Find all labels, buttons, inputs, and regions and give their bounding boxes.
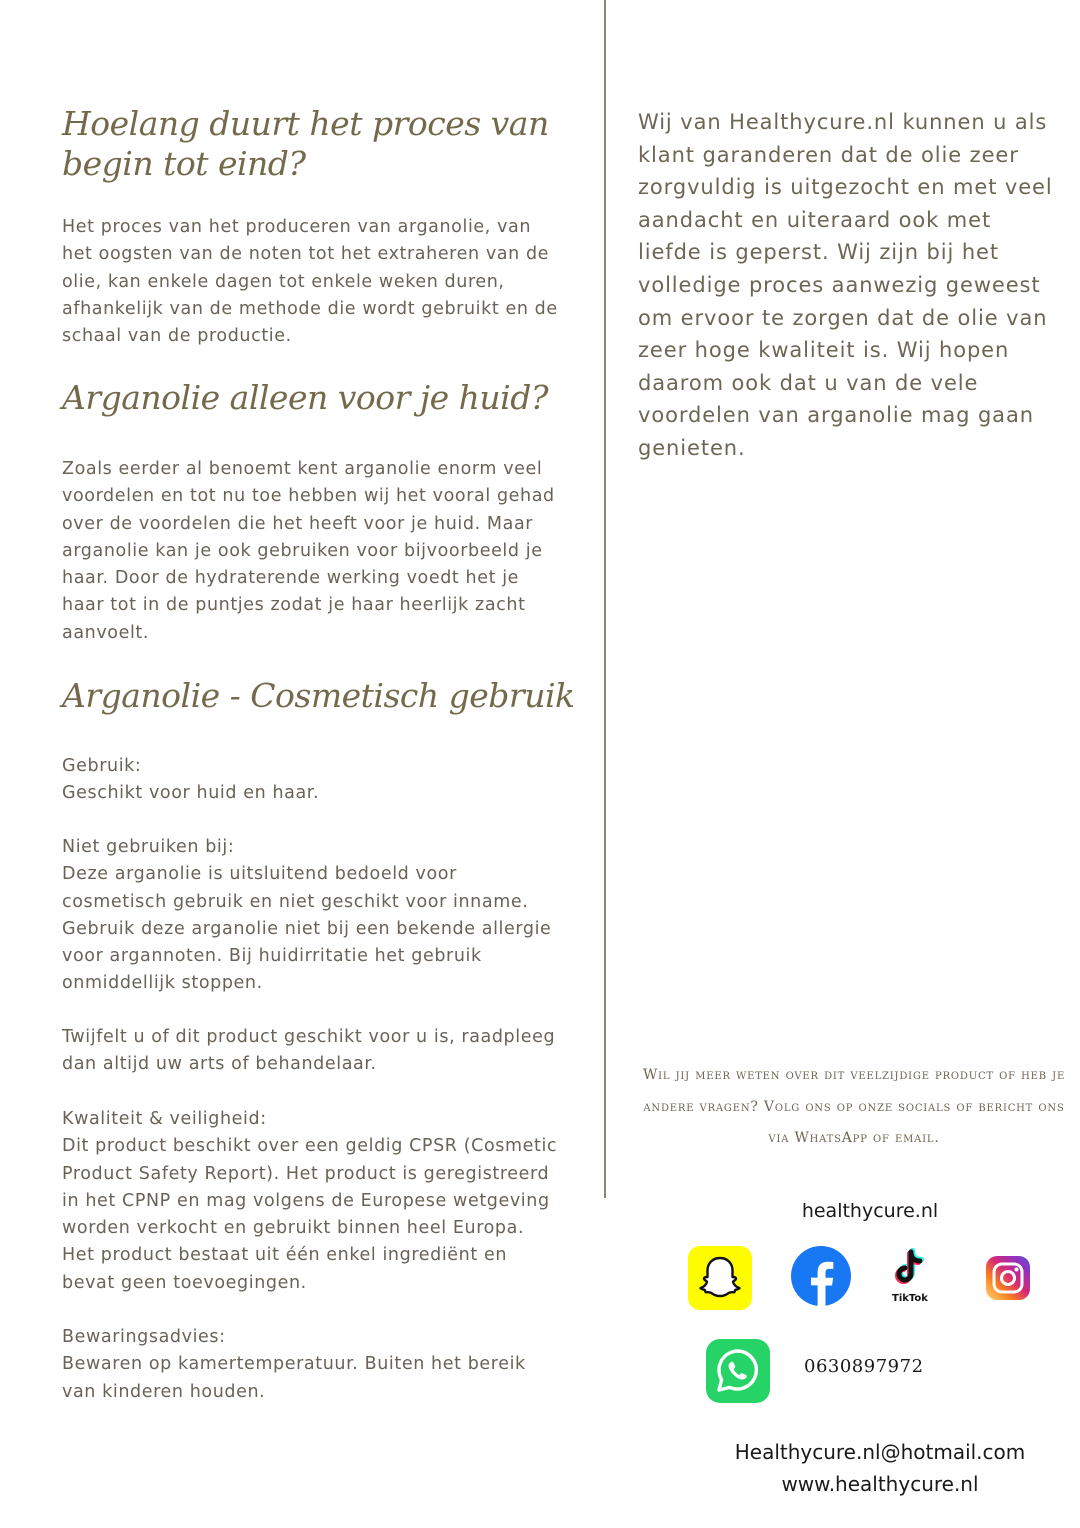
heading-hair-use: Arganolie alleen voor je huid?	[62, 378, 549, 417]
column-divider	[604, 0, 606, 1198]
whatsapp-icon[interactable]	[706, 1339, 770, 1403]
site-name[interactable]: healthycure.nl	[801, 1200, 939, 1222]
storage-advice: Bewaringsadvies: Bewaren op kamertemperatuur. Buiten het bereik van kinderen houden.	[62, 1327, 526, 1402]
instagram-icon[interactable]	[986, 1256, 1030, 1300]
facebook-icon[interactable]	[790, 1245, 852, 1307]
quality-safety-info: Kwaliteit & veiligheid: Dit product beschikt over een geldig CPSR (Cosmetic Product Safety Report). Het product is geregistreerd in het CPNP en mag volgens de Europese wetgeving worden verkocht en gebruikt binnen heel Europa. Het product bestaat uit één enkel ingrediënt en bevat geen toevoegingen.	[62, 1109, 558, 1293]
paragraph-process-duration: Het proces van het produceren van arganolie, van het oogsten van de noten tot het extraheren van de olie, kan enkele dagen tot enkele weken duren, afhankelijk van de methode die wordt gebruikt en de schaal van de productie.	[62, 217, 558, 347]
heading-cosmetic-use: Arganolie - Cosmetisch gebruik	[62, 676, 575, 715]
heading-process-duration: Hoelang duurt het proces van begin tot eind?	[62, 104, 549, 183]
phone-number[interactable]: 0630897972	[804, 1356, 924, 1377]
do-not-use-info: Niet gebruiken bij: Deze arganolie is uitsluitend bedoeld voor cosmetisch gebruik en niet geschikt voor inname. Gebruik deze arganolie niet bij een bekende allergie voor argannoten. Bij huidirritatie het gebruik onmiddellijk stoppen.	[62, 837, 552, 994]
tiktok-icon[interactable]	[884, 1246, 936, 1304]
website-url[interactable]: www.healthycure.nl	[781, 1472, 979, 1496]
snapchat-icon[interactable]	[688, 1246, 752, 1310]
socials-call-to-action: Wil jij meer weten over dit veelzijdige product of heb je andere vragen? Volg ons op onze socials of bericht ons via WhatsApp of email.	[642, 1067, 1066, 1146]
consult-doctor-info: Twijfelt u of dit product geschikt voor u is, raadpleeg dan altijd uw arts of behandelaar.	[62, 1027, 556, 1075]
guarantee-paragraph: Wij van Healthycure.nl kunnen u als klant garanderen dat de olie zeer zorgvuldig is uitgezocht en met veel aandacht en uiteraard ook met liefde is geperst. Wij zijn bij het volledige proces aanwezig geweest om ervoor te zorgen dat de olie van zeer hoge kwaliteit is. Wij hopen daarom ook dat u van de vele voordelen van arganolie mag gaan genieten.	[638, 110, 1053, 460]
usage-info: Gebruik: Geschikt voor huid en haar.	[62, 756, 320, 804]
paragraph-hair-use: Zoals eerder al benoemt kent arganolie enorm veel voordelen en tot nu toe hebben wij het vooral gehad over de voordelen die het heeft voor je huid. Maar arganolie kan je ook gebruiken voor bijvoorbeeld je haar. Door de hydraterende werking voedt het je haar tot in de puntjes zodat je haar heerlijk zacht aanvoelt.	[62, 459, 555, 643]
tiktok-label: TikTok	[892, 1293, 928, 1304]
email-address[interactable]: Healthycure.nl@hotmail.com	[734, 1440, 1026, 1464]
